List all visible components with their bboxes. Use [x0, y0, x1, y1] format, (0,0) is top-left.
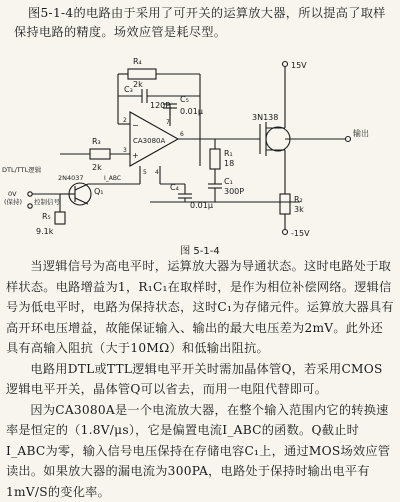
- label-15v: 15V: [291, 61, 307, 70]
- terminal-neg15v: [283, 230, 288, 235]
- terminal-15v: [283, 62, 288, 67]
- label-output: 输出: [353, 128, 369, 138]
- label-q1-part: 2N4037: [58, 174, 84, 182]
- label-c5-value: 0.01μ: [180, 107, 203, 116]
- label-input-control: 控制信号: [34, 197, 61, 206]
- figure-caption: 图 5-1-4: [0, 242, 400, 257]
- label-pin6: 6: [180, 131, 184, 138]
- label-c4: C₄: [170, 183, 179, 192]
- resistor-r4: [128, 69, 156, 79]
- label-pin4: 4: [155, 169, 159, 176]
- label-c1: C₁: [224, 177, 233, 186]
- label-fet: 3N138: [252, 113, 278, 122]
- label-opamp: CA3080A: [133, 137, 165, 145]
- label-r2: R₂: [294, 195, 303, 204]
- label-q1: Q₁: [94, 187, 104, 196]
- label-c3: C₃: [124, 85, 133, 94]
- resistor-r1: [210, 149, 220, 169]
- resistor-r3: [90, 149, 110, 159]
- paragraph: 因为CA3080A是一个电流放大器，在整个输入范围内它的转换速率是恒定的（1.8V/μs），它是偏置电流I_ABC的函数。Q截止时I_ABC为零，输入信号电压保持在存储电容C₁上，通过MOS场效应管读出。如果放大器的漏电流为300PA，电路处于保持时输出电平有1mV/S的变化率。: [6, 400, 394, 502]
- label-minus: −: [132, 121, 139, 130]
- label-r1: R₁: [224, 149, 233, 158]
- paragraph: 当逻辑信号为高电平时，运算放大器为导通状态。这时电路处于取样状态。电路增益为1，R₁C₁在取样时，是作为相位补偿网络。逻辑信号为低电平时，电路为保持状态，这时C₁为存储元件。运算放大器具有高开环电压增益，故能保证输入、输出的最大电压差为2mV。此外还具有高输入阻抗（大于10MΩ）和低输出阻抗。: [6, 256, 394, 359]
- label-r1-value: 18: [224, 159, 234, 168]
- label-r3-value: 2k: [92, 163, 102, 172]
- label-c5: C₅: [180, 95, 189, 104]
- label-r5: R₅: [42, 212, 51, 221]
- label-r4: R₄: [133, 57, 142, 66]
- label-pin5: 5: [143, 169, 147, 176]
- paragraph: 电路用DTL或TTL逻辑电平开关时需加晶体管Q，若采用CMOS逻辑电平开关，晶体管Q可以省去，而用一电阻代替即可。: [6, 359, 394, 400]
- label-input-hold: (保持): [4, 197, 22, 206]
- output-terminal: [346, 137, 351, 142]
- label-iabc: I_ABC: [104, 175, 121, 182]
- label-r2-value: 3k: [294, 205, 304, 214]
- body-text: [6, 256, 394, 502]
- resistor-r5: [55, 212, 65, 224]
- label-plus: +: [132, 151, 139, 160]
- label-c4-value: 0.01μ: [190, 201, 213, 210]
- label-r3: R₃: [92, 137, 101, 146]
- label-c1-value: 300P: [224, 187, 244, 196]
- resistor-r2: [280, 194, 290, 214]
- label-r5-value: 9.1k: [36, 227, 54, 236]
- label-input-0v: 0V: [8, 190, 17, 198]
- intro-paragraph: [14, 4, 390, 42]
- label-r4-value: 2k: [133, 80, 143, 89]
- label-c3-value: 120P: [150, 101, 170, 110]
- label-input-dtl: DTL/TTL逻辑: [2, 165, 42, 174]
- label-pin2: 2: [123, 117, 127, 124]
- intro-text: 图5-1-4的电路由于采用了可开关的运算放大器，所以提高了取样保持电路的精度。场效应管是耗尽型。: [14, 6, 386, 39]
- label-neg15v: -15V: [291, 229, 310, 238]
- label-pin7: 7: [166, 119, 170, 126]
- label-pin3: 3: [123, 147, 127, 154]
- circuit-diagram: [0, 44, 400, 240]
